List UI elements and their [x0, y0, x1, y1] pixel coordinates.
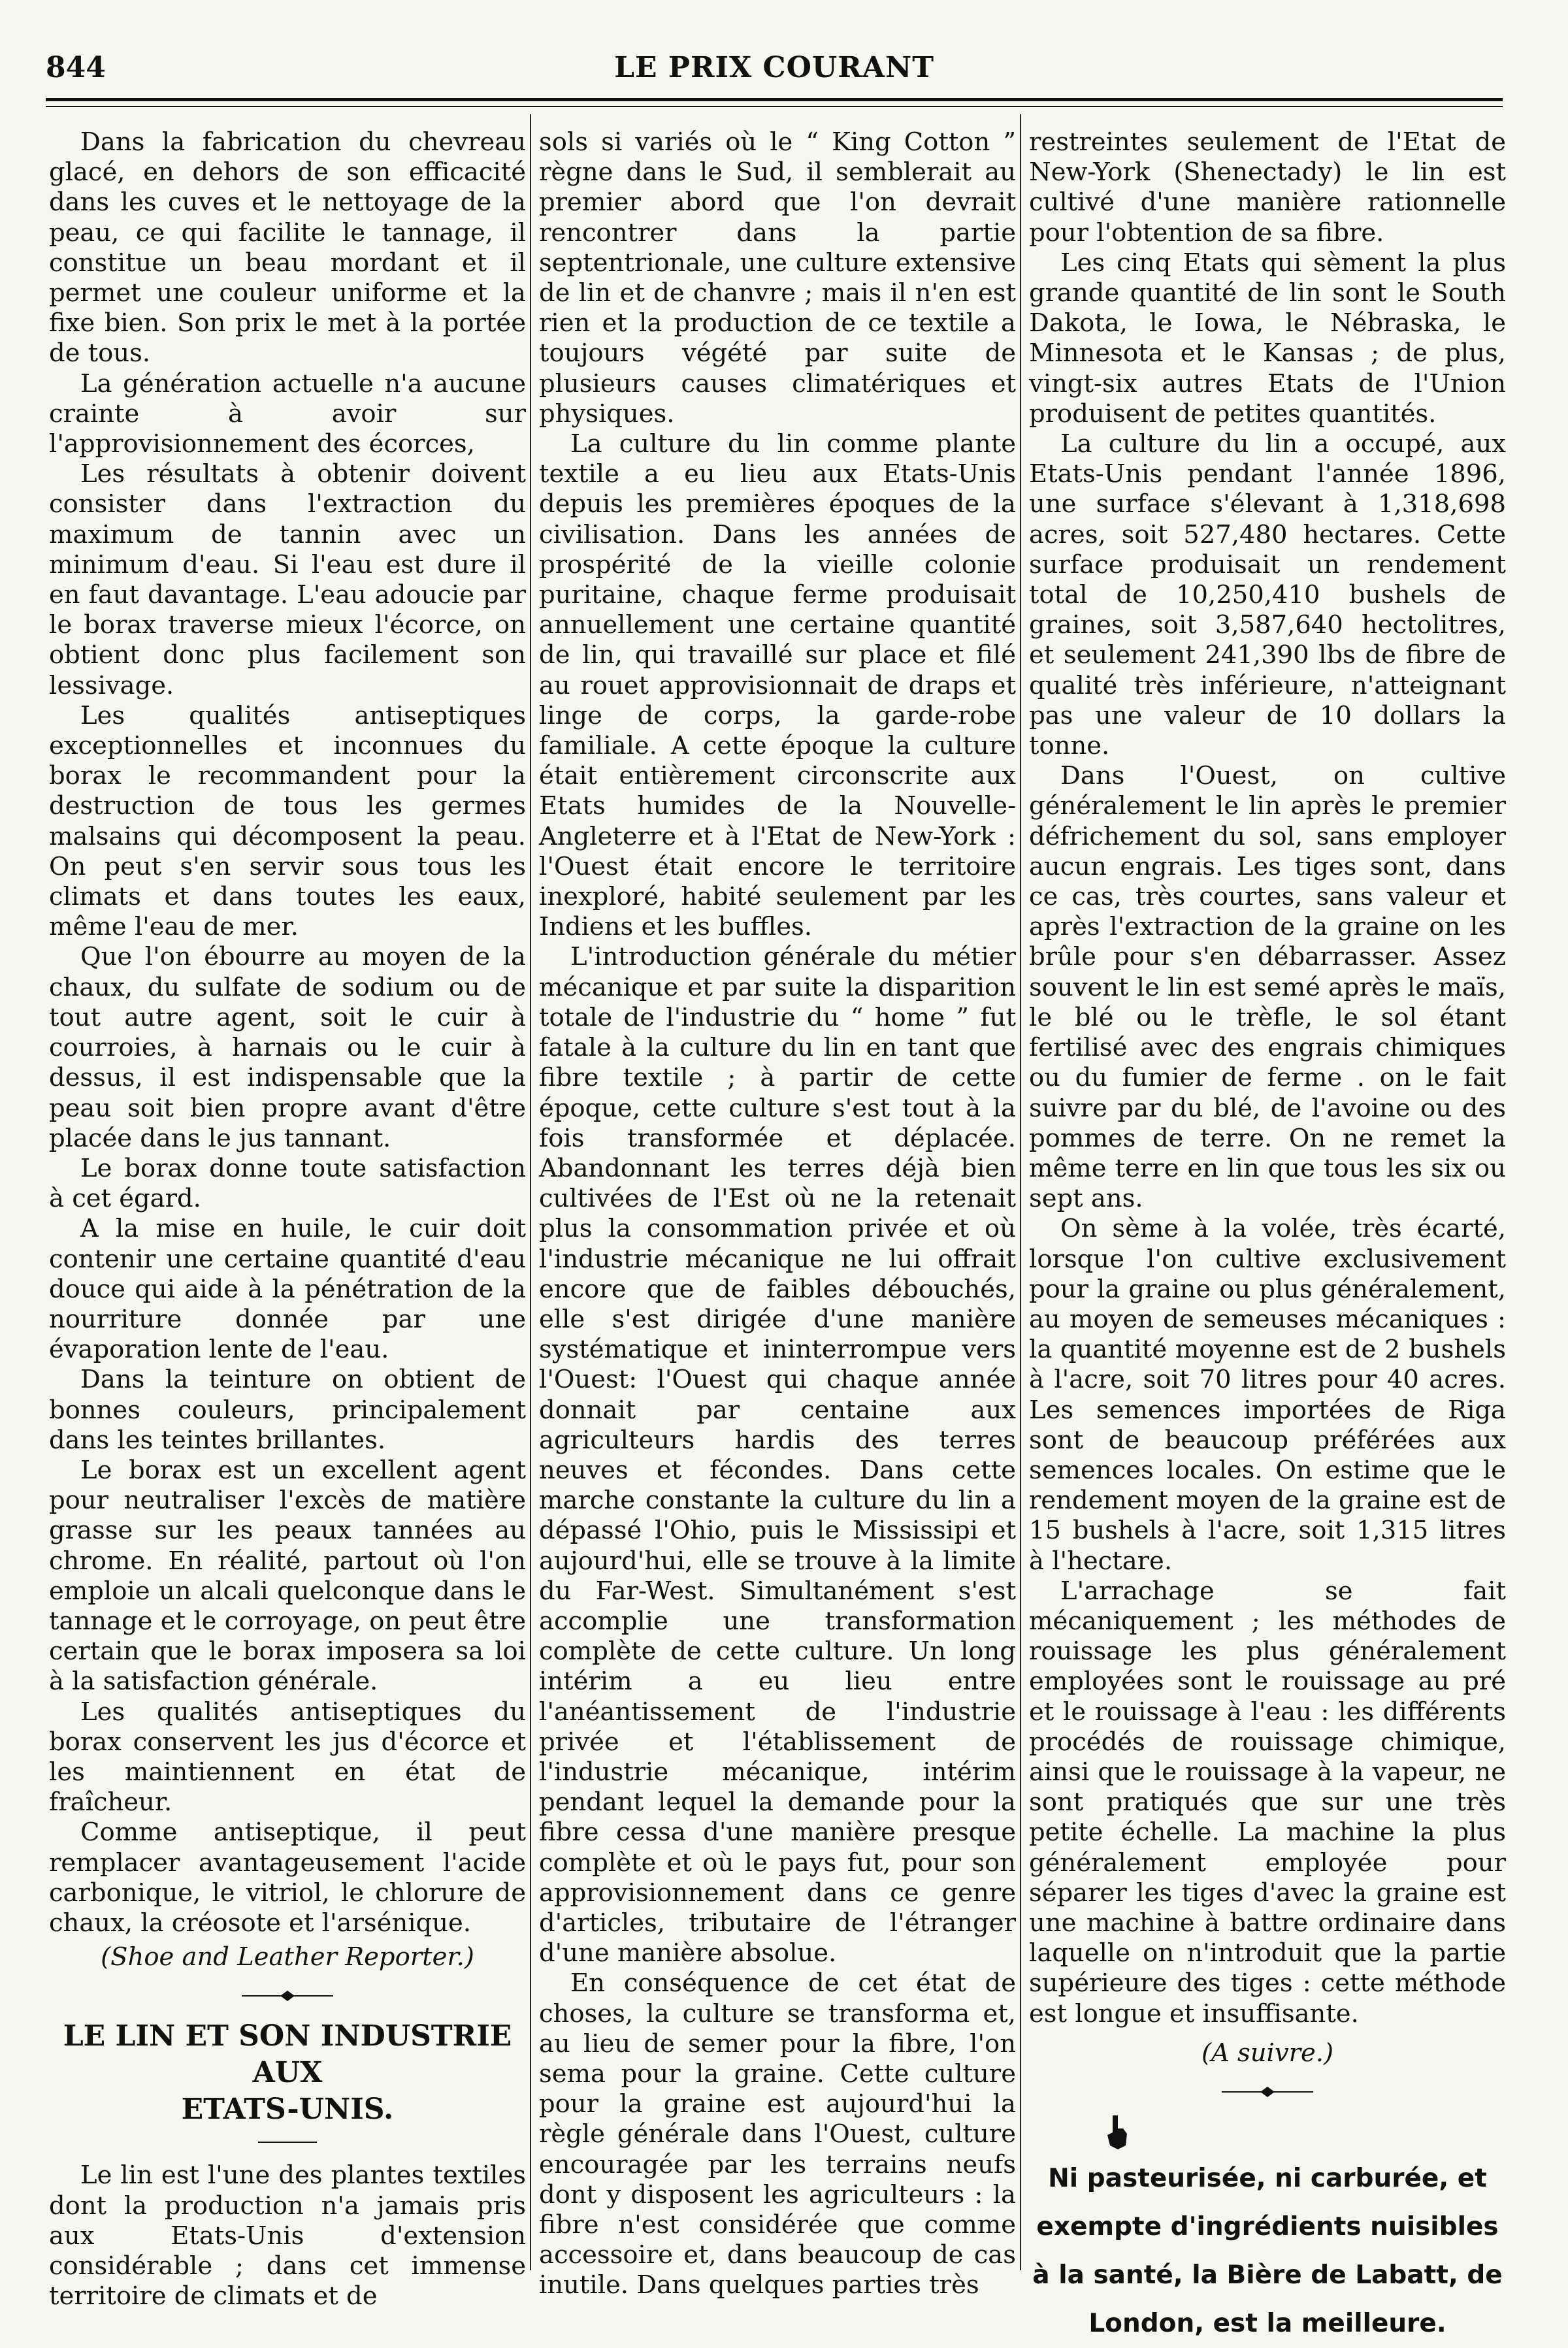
header-rule-thin: [46, 106, 1503, 107]
page-header: [46, 51, 1503, 90]
column-divider-1: [530, 114, 531, 2270]
column-2: [539, 127, 1016, 2301]
paragraph: La culture du lin a occupé, aux Etats-Unis pendant l'année 1896, une surface s'élevant à 1,318,698 acres, soit 527,480 hectares. Cette surface produisait un rendement total de 10,250,410 bushels de graines, soit 3,587,640 hectolitres, et seulement 241,390 lbs de fibre de qualité très inférieure, n'atteignant pas une valeur de 10 dollars la tonne.: [1029, 429, 1506, 761]
paragraph-continuation: restreintes seulement de l'Etat de New-York (Shenectady) le lin est cultivé d'une manière rationnelle pour l'obtention de sa fibre.: [1029, 127, 1506, 248]
short-rule-icon: [258, 2136, 317, 2149]
page-number: 844: [46, 51, 106, 84]
running-title: LE PRIX COURANT: [614, 51, 934, 84]
paragraph: On sème à la volée, très écarté, lorsque l'on cultive exclusivement pour la graine ou plus généralement, au moyen de semeuses mécaniques : la quantité moyenne est de 2 bushels à l'acre, soit 70 litres pour 40 acres. Les semences importées de Riga sont de beaucoup préférées aux semences locales. On estime que le rendement moyen de la graine est de 15 bushels à l'acre, soit 1,315 litres à l'hectare.: [1029, 1214, 1506, 1576]
paragraph: La culture du lin comme plante textile a eu lieu aux Etats-Unis depuis les premières époques de la civilisation. Dans les années de prospérité de la vieille colonie puritaine, chaque ferme produisait annuellement une certaine quantité de lin, qui travaillé sur place et filé au rouet approvisionnait de draps et linge de corps, la garde-robe familiale. A cette époque la culture était entièrement circonscrite aux Etats humides de la Nouvelle-Angleterre et à l'Etat de New-York : l'Ouest était encore le territoire inexploré, habité seulement par les Indiens et les buffles.: [539, 429, 1016, 942]
pointing-hand-icon: [1101, 2114, 1134, 2151]
section-title-line: ETATS-UNIS.: [181, 2093, 394, 2127]
paragraph: En conséquence de cet état de choses, la culture se transforma et, au lieu de semer pour la fibre, l'on sema pour la graine. Cette culture pour la graine est aujourd'hui la règle générale dans l'Ouest, culture encouragée par les terrains neufs dont y disposent les agriculteurs : la fibre n'est considérée que comme accessoire et, dans beaucoup de cas inutile. Dans quelques parties très: [539, 1968, 1016, 2300]
paragraph: L'arrachage se fait mécaniquement ; les méthodes de rouissage les plus généralement employées sont le rouissage au pré et le rouissage à l'eau : les différents procédés de rouissage chimique, ainsi que le rouissage à la vapeur, ne sont pratiqués que sur une très petite échelle. La machine la plus généralement employée pour séparer les tiges d'avec la graine est une machine à battre ordinaire dans laquelle on n'introduit que la partie supérieure des tiges : cette méthode est longue et insuffisante.: [1029, 1576, 1506, 2029]
paragraph: Les cinq Etats qui sèment la plus grande quantité de lin sont le South Dakota, le Iowa, le Nébraska, le Minnesota et le Kansas ; de plus, vingt-six autres Etats de l'Union produisent de petites quantités.: [1029, 248, 1506, 429]
paragraph: Dans la fabrication du chevreau glacé, en dehors de son efficacité dans les cuves et le nettoyage de la peau, ce qui facilite le tannage, il constitue un beau mordant et il permet une couleur uniforme et la fixe bien. Son prix le met à la portée de tous.: [49, 127, 526, 368]
section-title-line: LE LIN ET SON INDUSTRIE AUX: [63, 2019, 512, 2090]
paragraph: A la mise en huile, le cuir doit contenir une certaine quantité d'eau douce qui aide à la pénétration de la nourriture donnée par une évaporation lente de l'eau.: [49, 1214, 526, 1365]
article-source: (A suivre.): [1201, 2038, 1334, 2068]
paragraph: Comme antiseptique, il peut remplacer avantageusement l'acide carbonique, le vitriol, le chlorure de chaux, la créosote et l'arsénique.: [49, 1818, 526, 1938]
column-divider-2: [1020, 114, 1021, 2270]
paragraph: Les qualités antiseptiques exceptionnelles et inconnues du borax le recommandent pour la destruction de tous les germes malsains qui décomposent la peau. On peut s'en servir sous tous les climats et dans toutes les eaux, même l'eau de mer.: [49, 700, 526, 942]
paragraph-continuation: sols si variés où le “ King Cotton ” règne dans le Sud, il semblerait au premier abord que l'on devrait rencontrer dans la partie septentrionale, une culture extensive de lin et de chanvre ; mais il n'en est rien et la production de ce textile a toujours végété par suite de plusieurs causes climatériques et physiques.: [539, 127, 1016, 429]
paragraph: Le borax est un excellent agent pour neutraliser l'excès de matière grasse sur les peaux tannées au chrome. En réalité, partout où l'on emploie un alcali quelconque dans le tannage et le corroyage, on peut être certain que le borax imposera sa loi à la satisfaction générale.: [49, 1455, 526, 1697]
ornament-divider-icon: [238, 1989, 336, 2002]
paragraph: L'introduction générale du métier mécanique et par suite la disparition totale de l'industrie du “ home ” fut fatale à la culture du lin en tant que fibre textile ; à partir de cette époque, cette culture s'est tout à la fois transformée et déplacée. Abandonnant les terres déjà bien cultivées de l'Est où ne la retenait plus la consommation privée et où l'industrie mécanique ne lui offrait encore que de faibles débouchés, elle s'est dirigée d'une manière systématique et ininterrompue vers l'Ouest: l'Ouest qui chaque année donnait par centaine aux agriculteurs hardis des terres neuves et fécondes. Dans cette marche constante la culture du lin a dépassé l'Ohio, puis le Mississipi et aujourd'hui, elle se trouve à la limite du Far-West. Simultanément s'est accomplie une transformation complète de cette culture. Un long intérim a eu lieu entre l'anéantissement de l'industrie privée et l'établissement de l'industrie mécanique, intérim pendant lequel la demande pour la fibre cessa d'une manière presque complète et où le pays fut, pour son approvisionnement dans ce genre d'articles, tributaire de l'étranger d'une manière absolue.: [539, 942, 1016, 1968]
column-1: [49, 127, 526, 2311]
advertisement: Ni pasteurisée, ni carburée, et exempte d'ingrédients nuisibles à la santé, la Bière de Labatt, de London, est la meilleure.: [1032, 2164, 1503, 2338]
section-title: [49, 2018, 526, 2128]
paragraph: La génération actuelle n'a aucune crainte à avoir sur l'approvisionnement des écorces,: [49, 368, 526, 459]
article-source: (Shoe and Leather Reporter.): [101, 1942, 474, 1972]
paragraph: Les résultats à obtenir doivent consister dans l'extraction du maximum de tannin avec un minimum d'eau. Si l'eau est dure il en faut davantage. L'eau adoucie par le borax traverse mieux l'écorce, on obtient donc plus facilement son lessivage.: [49, 459, 526, 700]
header-rule-thick: [46, 98, 1503, 101]
column-3: [1029, 127, 1506, 2348]
paragraph: Les qualités antiseptiques du borax conservent les jus d'écorce et les maintiennent en état de fraîcheur.: [49, 1697, 526, 1818]
paragraph: Le lin est l'une des plantes textiles dont la production n'a jamais pris aux Etats-Unis d'extension considérable ; dans cet immense territoire de climats et de: [49, 2160, 526, 2311]
paragraph: Dans l'Ouest, on cultive généralement le lin après le premier défrichement du sol, sans employer aucun engrais. Les tiges sont, dans ce cas, très courtes, sans valeur et après l'extraction de la graine on les brûle pour s'en débarrasser. Assez souvent le lin est semé après le maïs, le blé ou le trèfle, le sol étant fertilisé avec des engrais chimiques ou du fumier de ferme . on le fait suivre par du blé, de l'avoine ou des pommes de terre. On ne remet la même terre en lin que tous les six ou sept ans.: [1029, 761, 1506, 1214]
ornament-divider-icon: [1218, 2085, 1316, 2098]
paragraph: Dans la teinture on obtient de bonnes couleurs, principalement dans les teintes brillantes.: [49, 1365, 526, 1455]
paragraph: Que l'on ébourre au moyen de la chaux, du sulfate de sodium ou de tout autre agent, soit le cuir à courroies, à harnais ou le cuir à dessus, il est indispensable que la peau soit bien propre avant d'être placée dans le jus tannant.: [49, 942, 526, 1153]
paragraph: Le borax donne toute satisfaction à cet égard.: [49, 1153, 526, 1214]
